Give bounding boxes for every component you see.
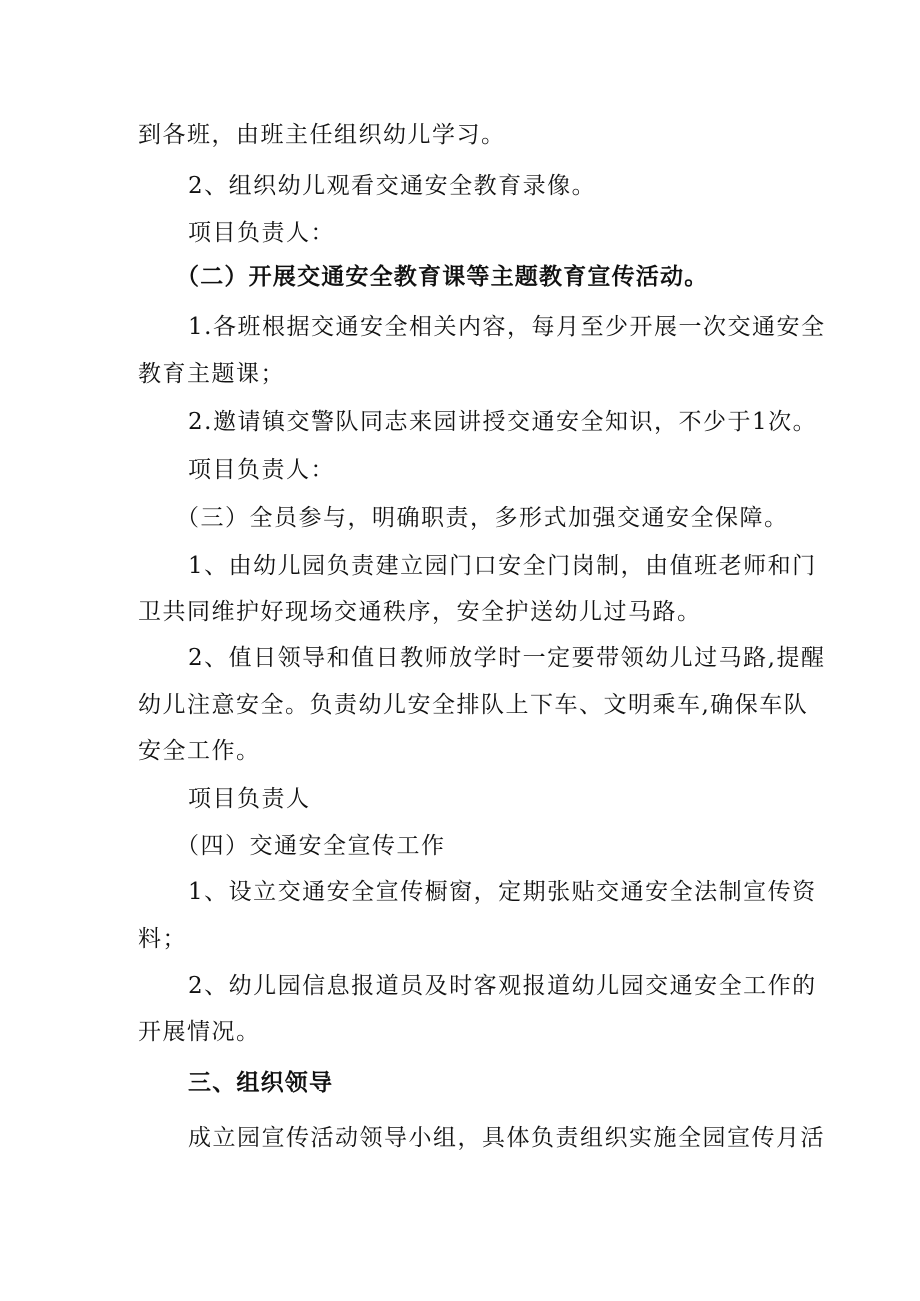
paragraph-line-1: 到各班，由班主任组织幼儿学习。: [138, 122, 506, 148]
section-heading-2: （二）开展交通安全教育课等主题教育宣传活动。: [176, 263, 709, 290]
paragraph-leading-group: 成立园宣传活动领导小组，具体负责组织实施全园宣传月活: [188, 1125, 825, 1151]
section-heading-3: （三）全员参与，明确职责，多形式加强交通安全保障。: [176, 505, 789, 531]
paragraph-continuation: 安全工作。: [138, 738, 261, 764]
project-owner-label: 项目负责人：: [188, 457, 335, 483]
paragraph-continuation: 幼儿注意安全。负责幼儿安全排队上下车、文明乘车,确保车队: [138, 692, 809, 718]
paragraph-continuation: 卫共同维护好现场交通秩序，安全护送幼儿过马路。: [138, 599, 702, 625]
paragraph-continuation: 教育主题课；: [138, 361, 285, 387]
paragraph-continuation: 料；: [138, 926, 187, 952]
chapter-heading-organization: 三、组织领导: [188, 1069, 334, 1096]
list-item-police-lecture: 2.邀请镇交警队同志来园讲授交通安全知识，不少于1次。: [188, 409, 818, 435]
list-item-theme-class: 1.各班根据交通安全相关内容，每月至少开展一次交通安全: [188, 314, 826, 340]
project-owner-label: 项目负责人：: [188, 220, 335, 246]
section-heading-4: （四）交通安全宣传工作: [176, 833, 446, 859]
list-item-reporter: 2、幼儿园信息报道员及时客观报道幼儿园交通安全工作的: [188, 973, 817, 999]
list-item-duty-leader: 2、值日领导和值日教师放学时一定要带领幼儿过马路,提醒: [188, 645, 826, 671]
project-owner-label: 项目负责人: [188, 786, 311, 812]
list-item-watch-video: 2、组织幼儿观看交通安全教育录像。: [188, 173, 597, 199]
paragraph-continuation: 开展情况。: [138, 1019, 261, 1045]
list-item-gate-duty: 1、由幼儿园负责建立园门口安全门岗制，由值班老师和门: [188, 553, 817, 579]
list-item-bulletin-window: 1、设立交通安全宣传橱窗，定期张贴交通安全法制宣传资: [188, 879, 817, 905]
